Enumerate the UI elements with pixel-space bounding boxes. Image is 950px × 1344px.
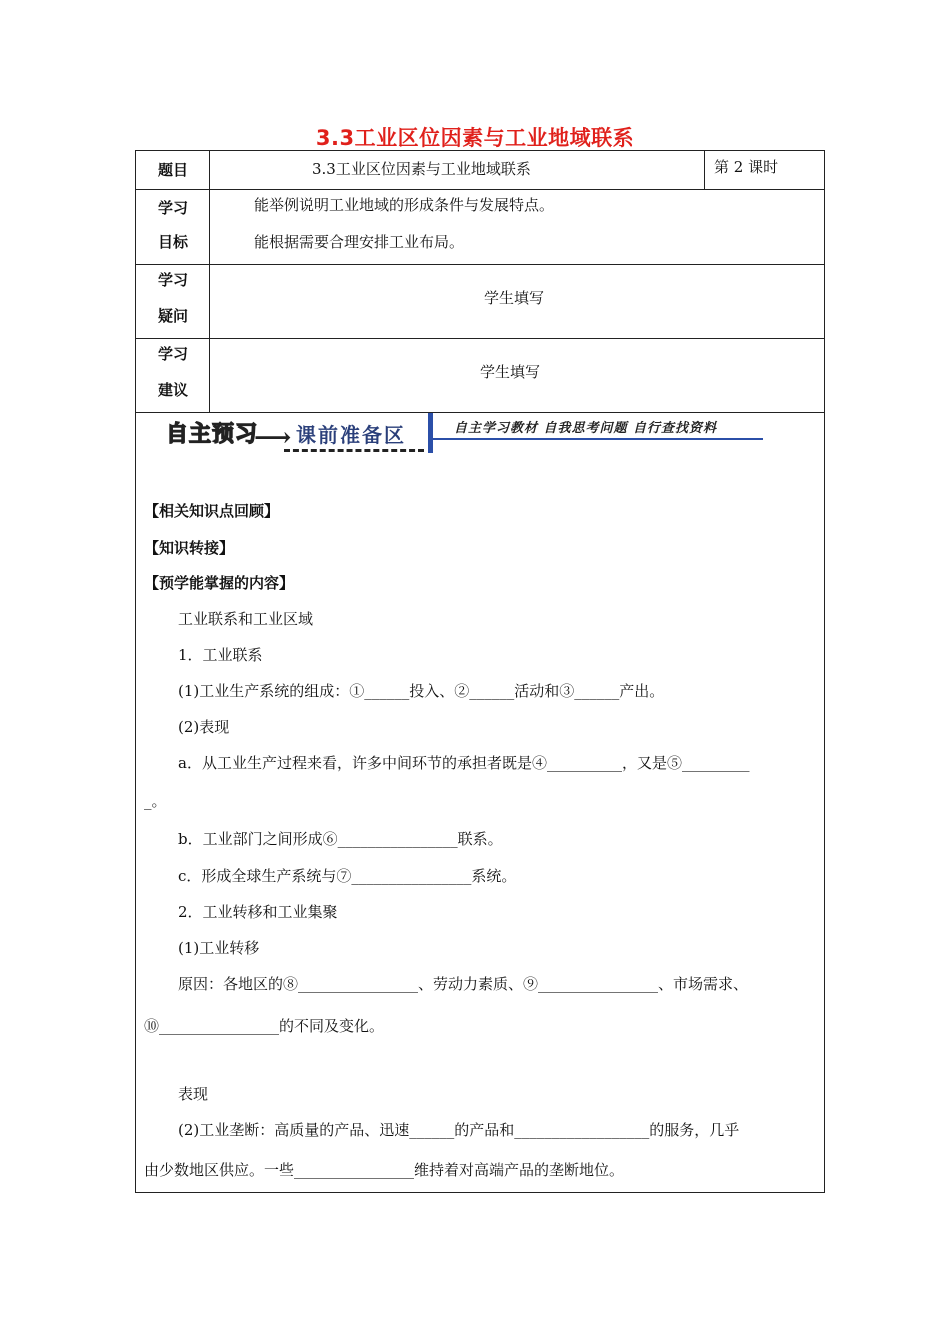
row-divider	[136, 189, 824, 190]
goal-label-line-2: 目标	[158, 233, 189, 251]
content-line: 1．工业联系	[178, 646, 263, 664]
banner-slogan: 自主学习教材 自我思考问题 自行查找资料	[454, 421, 718, 436]
topic-label: 题目	[158, 161, 189, 179]
topic-value: 3.3工业区位因素与工业地域联系	[312, 160, 531, 178]
content-line: ⑩________________的不同及变化。	[144, 1017, 385, 1035]
goal-text-1: 能举例说明工业地域的形成条件与发展特点。	[254, 196, 555, 214]
content-line: _。	[144, 792, 167, 810]
banner-accent-rule	[433, 438, 763, 440]
banner-accent-bar	[428, 413, 433, 453]
question-value: 学生填写	[484, 289, 545, 307]
column-divider	[209, 151, 210, 412]
column-divider	[704, 151, 705, 189]
preview-banner	[166, 413, 776, 469]
heading-knowledge-transfer: 【知识转接】	[144, 539, 235, 557]
heading-knowledge-review: 【相关知识点回顾】	[144, 502, 280, 520]
question-label-line-1: 学习	[158, 271, 189, 289]
goal-label-line-1: 学习	[158, 199, 189, 217]
content-line: 工业联系和工业区域	[178, 610, 314, 628]
advice-label-line-2: 建议	[158, 381, 189, 399]
arrow-right-icon: ⟶	[254, 423, 292, 453]
content-line: b．工业部门之间形成⑥________________联系。	[178, 830, 503, 848]
content-line: (1)工业转移	[178, 939, 260, 957]
banner-section-title: 课前准备区	[296, 423, 406, 447]
document-title: 3.3工业区位因素与工业地域联系	[315, 126, 635, 150]
lesson-table	[135, 150, 825, 1193]
content-line: 2．工业转移和工业集聚	[178, 903, 338, 921]
row-divider	[136, 338, 824, 339]
content-line: (2)表现	[178, 718, 230, 736]
question-label-line-2: 疑问	[158, 307, 189, 325]
banner-dash-divider	[284, 449, 424, 452]
advice-label-line-1: 学习	[158, 345, 189, 363]
heading-preview-content: 【预学能掌握的内容】	[144, 574, 295, 592]
content-line: (2)工业垄断：高质量的产品、迅速______的产品和__________________的服务，几乎	[178, 1121, 740, 1139]
content-line: 表现	[178, 1085, 209, 1103]
content-line: 原因：各地区的⑧________________、劳动力素质、⑨________________、市场需求、	[178, 975, 749, 993]
banner-self-study-label: 自主预习	[166, 422, 259, 447]
advice-value: 学生填写	[480, 363, 541, 381]
goal-text-2: 能根据需要合理安排工业布局。	[254, 233, 465, 251]
content-line: 由少数地区供应。一些________________维持着对高端产品的垄断地位。	[144, 1161, 625, 1179]
content-line: c．形成全球生产系统与⑦________________系统。	[178, 867, 517, 885]
content-line: (1)工业生产系统的组成：①______投入、②______活动和③______产出。	[178, 682, 665, 700]
period-value: 第 2 课时	[714, 158, 779, 176]
content-line: a．从工业生产过程来看，许多中间环节的承担者既是④__________，又是⑤_________	[178, 754, 750, 772]
row-divider	[136, 264, 824, 265]
